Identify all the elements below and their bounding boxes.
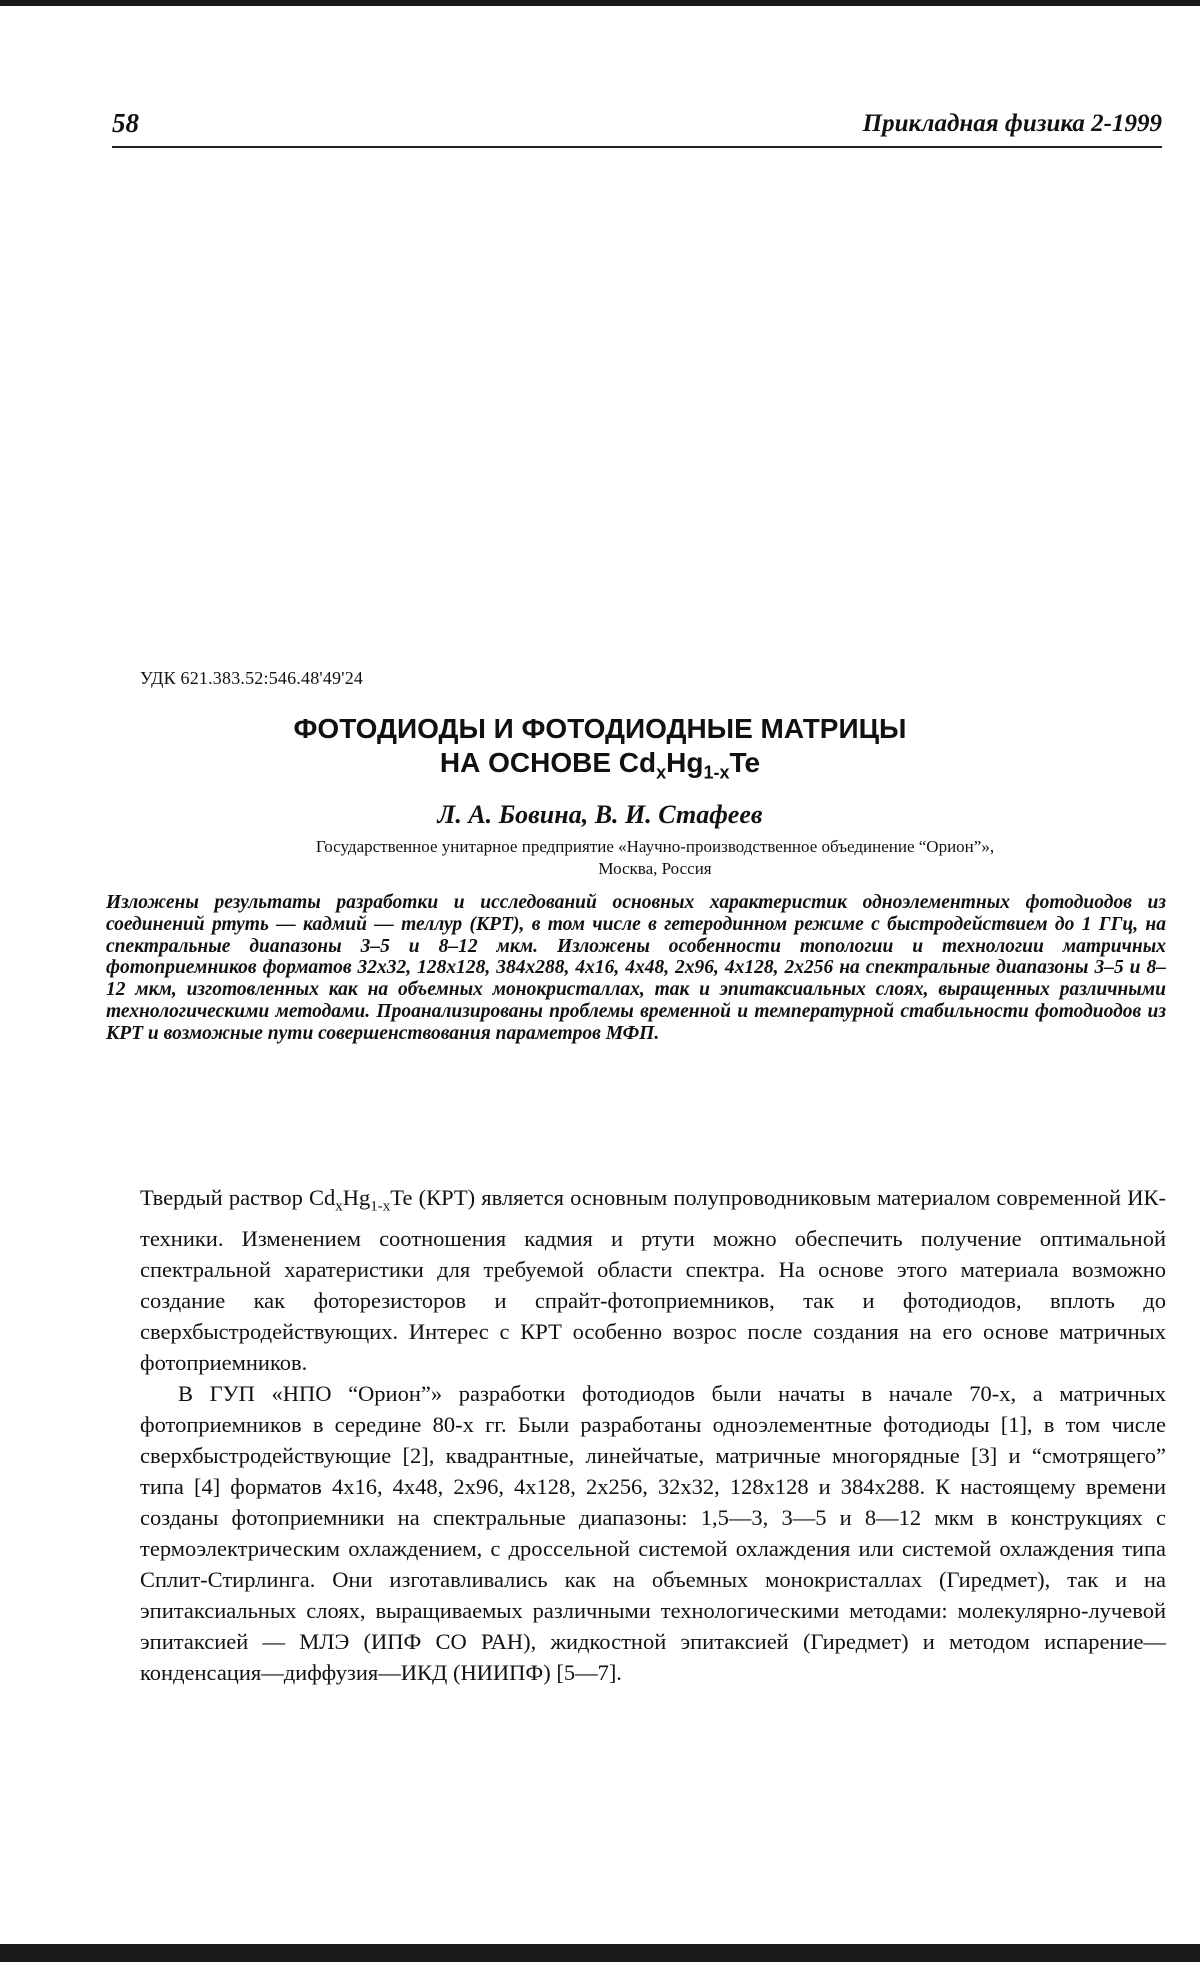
title-formula-subscript: 1-x (703, 762, 730, 783)
title-line-1: ФОТОДИОДЫ И ФОТОДИОДНЫЕ МАТРИЦЫ (293, 713, 907, 744)
abstract: Изложены результаты разработки и исследований основных характеристик одноэлементных фотодиодов из соединений ртуть — кадмий — теллур (КРТ), в том числе в гетеродинном режиме с быстродействием до 1 ГГц, на спектральные диапазоны 3–5 и 8–12 мкм. Изложены особенности топологии и технологии матричных фотоприемников форматов 32x32, 128x128, 384x288, 4x16, 4x48, 2x96, 4x128, 2x256 на спектральные диапазоны 3–5 и 8–12 мкм, изготовленных как на объемных монокристаллах, так и эпитаксиальных слоях, выращенных различными технологическими методами. Проанализированы проблемы временной и температурной стабильности фотодиодов из КРТ и возможные пути совершенствования параметров МФП. (106, 892, 1166, 1044)
page-number: 58 (112, 108, 139, 138)
title-line-2 (0, 746, 1200, 790)
scan-top-edge (0, 0, 1200, 6)
formula-subscript: 1-x (370, 1198, 391, 1215)
paragraph-2: В ГУП «НПО “Орион”» разработки фотодиодов были начаты в начале 70-х, а матричных фотоприемников в середине 80-х гг. Были разработаны одноэлементные фотодиоды [1], в том числе сверхбыстродействующие [2], квадрантные, линейчатые, матричные многорядные [3] и “смотрящего” типа [4] форматов 4x16, 4x48, 2x96, 4x128, 2x256, 32x32, 128x128 и 384x288. К настоящему времени созданы фотоприемники на спектральные диапазоны: 1,5—3, 3—5 и 8—12 мкм в конструкциях с термоэлектрическим охлаждением, с дроссельной системой охлаждения или системой охлаждения типа Сплит-Стирлинга. Они изготавливались как на объемных монокристаллах (Гиредмет), так и на эпитаксиальных слоях, выращиваемых различными технологическими методами: молекулярно-лучевой эпитаксией — МЛЭ (ИПФ СО РАН), жидкостной эпитаксией (Гиредмет) и методом испарение—конденсация—диффузия—ИКД (НИИПФ) [5—7]. (140, 1380, 1166, 1685)
journal-title: Прикладная физика 2-1999 (862, 110, 1162, 137)
scan-bottom-edge (0, 1944, 1200, 1962)
title-formula-subscript: x (656, 762, 667, 783)
affiliation (140, 836, 1170, 880)
header-rule (112, 146, 1162, 148)
body-text (140, 1182, 1166, 1688)
paragraph-text: Hg (342, 1185, 371, 1210)
title-formula-part: НА ОСНОВЕ Cd (439, 747, 657, 778)
paragraph-1 (140, 1182, 1166, 1378)
title-formula-part: Te (729, 747, 761, 778)
affiliation-line-1: Государственное унитарное предприятие «Научно-производственное объединение “Орион”», (315, 837, 995, 856)
article-title (0, 712, 1200, 790)
paragraph-text: Te (КРТ) является основным полупроводниковым материалом современной ИК-техники. Изменением соотношения кадмия и ртути можно обеспечить получение оптимальной спектральной харатеристики для требуемой области спектра. На основе этого материала возможно создание как фоторезисторов и спрайт-фотоприемников, так и фотодиодов, вплоть до сверхбыстродействующих. Интерес с КРТ особенно возрос после создания на его основе матричных фотоприемников. (140, 1185, 1166, 1375)
paragraph-text: Твердый раствор Cd (140, 1185, 336, 1210)
authors: Л. А. Бовина, В. И. Стафеев (437, 800, 763, 829)
affiliation-line-2: Москва, Россия (598, 859, 712, 878)
title-formula-part: Hg (666, 747, 704, 778)
udc-code: УДК 621.383.52:546.48'49'24 (140, 668, 364, 688)
formula-subscript: x (335, 1198, 343, 1215)
running-header (112, 108, 1162, 148)
